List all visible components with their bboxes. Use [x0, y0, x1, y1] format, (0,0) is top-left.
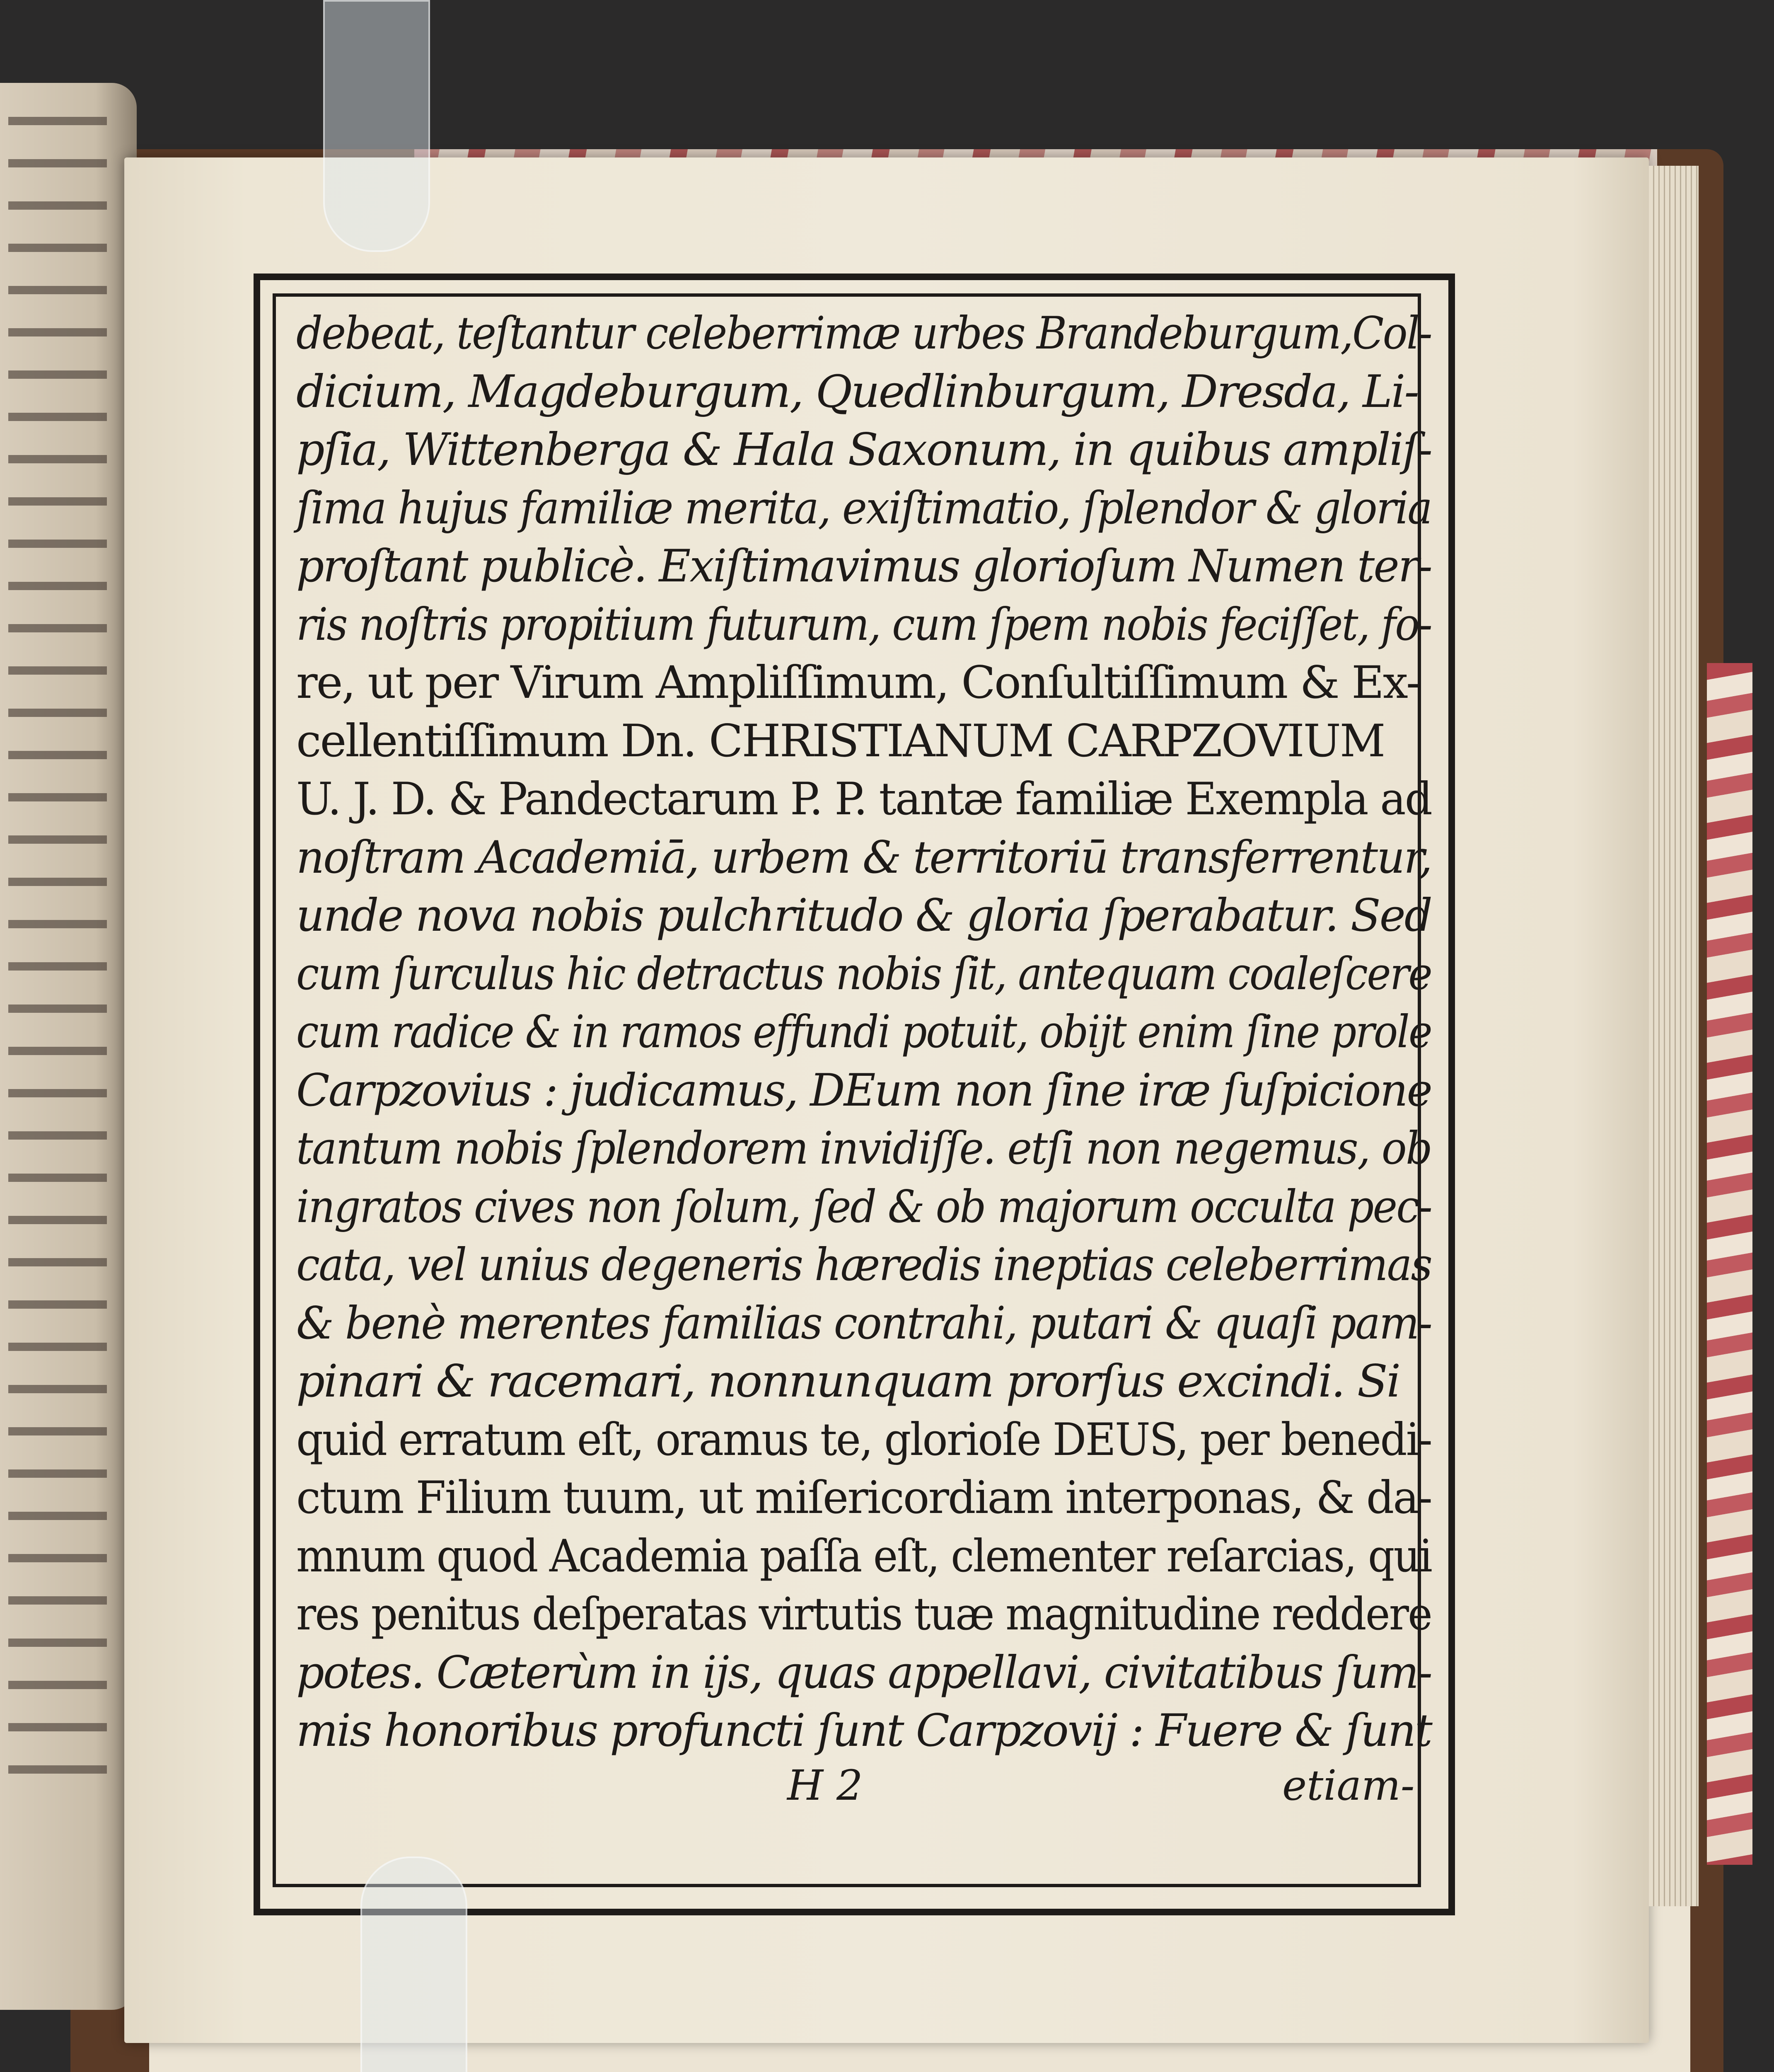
text-line: pinari & racemari, nonnunquam prorſus excindi. Si [296, 1356, 1400, 1407]
text-line: cata, vel unius degeneris hæredis ineptias celeberrimas [296, 1239, 1431, 1291]
text-line: mis honoribus profuncti ſunt Carpzovij : Fuere & ſunt [296, 1705, 1431, 1757]
text-line: Carpzovius : judicamus, DEum non ſine iræ ſuſpicione [296, 1064, 1431, 1116]
text-line: unde nova nobis pulchritudo & gloria ſperabatur. Sed [296, 890, 1431, 942]
signature-mark: H 2 [787, 1761, 863, 1810]
text-line: pſia, Wittenberga & Hala Saxonum, in quibus ampliſ- [296, 424, 1431, 476]
text-line: noſtram Academiā, urbem & territoriū transferrentur, [296, 831, 1431, 884]
text-line: proſtant publicè. Exiſtimavimus glorioſum Numen ter- [296, 540, 1431, 592]
text-line: quid erratum eſt, oramus te, glorioſe DEUS, per benedi- [296, 1414, 1431, 1466]
text-line: ſima hujus familiæ merita, exiſtimatio, ſplendor & gloria [296, 482, 1431, 534]
text-line: cum ſurculus hic detractus nobis ſit, antequam coaleſcere [296, 948, 1431, 1000]
text-line: res penitus deſperatas virtutis tuæ magnitudine reddere [296, 1588, 1431, 1640]
text-line: debeat, teſtantur celeberrimæ urbes Brandeburgum,Col- [296, 307, 1431, 359]
text-line: mnum quod Academia paſſa eſt, clementer reſarcias, qui [296, 1530, 1431, 1582]
text-line: cellentiſſimum Dn. CHRISTIANUM CARPZOVIUM [296, 715, 1385, 767]
text-line: dicium, Magdeburgum, Quedlinburgum, Dresda, Li- [296, 366, 1418, 418]
catchword: etiam- [1282, 1761, 1415, 1810]
page-edges [1649, 166, 1699, 1906]
page-clip-top [323, 0, 430, 252]
text-line: & benè merentes familias contrahi, putari & quaſi pam- [296, 1297, 1431, 1349]
text-line: ingratos cives non ſolum, ſed & ob majorum occulta pec- [296, 1181, 1431, 1233]
text-line: ctum Filium tuum, ut miſericordiam interponas, & da- [296, 1472, 1431, 1524]
text-line: ris noſtris propitium futurum, cum ſpem nobis feciſſet, fo- [296, 598, 1431, 651]
text-line: tantum nobis ſplendorem invidiſſe. etſi non negemus, ob [296, 1123, 1431, 1174]
text-line: U. J. D. & Pandectarum P. P. tantæ familiæ Exempla ad [296, 773, 1431, 825]
marbled-endpaper-side [1707, 663, 1752, 1865]
page-text [296, 305, 1440, 1760]
text-line: potes. Cæterùm in ijs, quas appellavi, civitatibus ſum- [296, 1646, 1431, 1699]
facing-page-left [0, 83, 137, 2010]
text-line: re, ut per Virum Ampliſſimum, Conſultiſſimum & Ex- [296, 657, 1420, 709]
text-line: cum radice & in ramos effundi potuit, obijt enim ſine prole [296, 1006, 1431, 1058]
page-clip-bottom [360, 1857, 467, 2072]
